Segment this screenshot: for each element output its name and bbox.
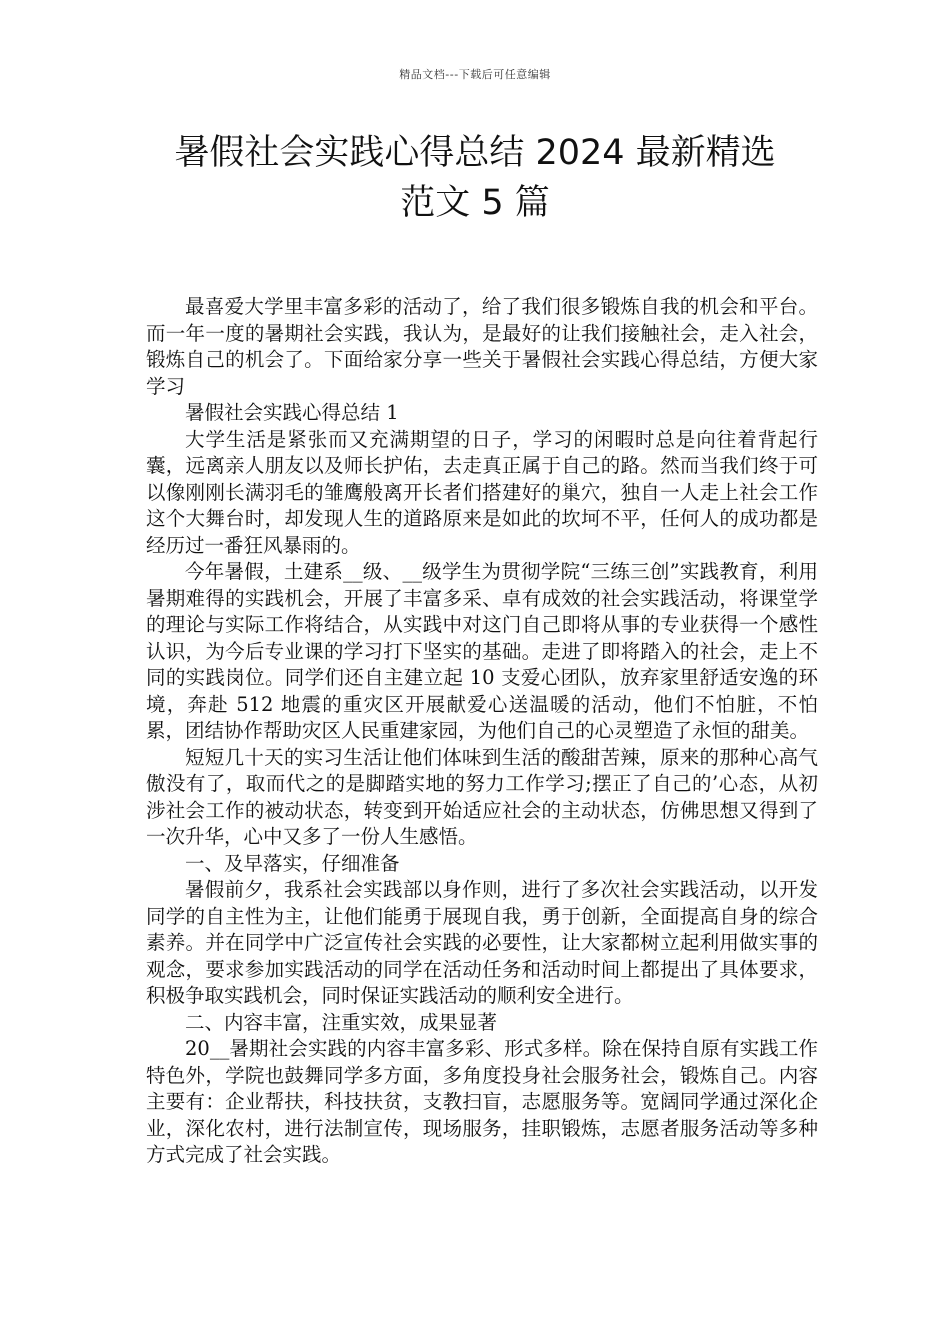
document-title-line-2: 范文 5 篇 xyxy=(400,183,550,223)
document-title xyxy=(120,128,830,228)
section-heading-content: 二、内容丰富，注重实效，成果显著 xyxy=(185,1010,498,1034)
body-paragraph: 20__暑期社会实践的内容丰富多彩、形式多样。除在保持自原有实践工作特色外，学院也鼓舞同学多方面，多角度投身社会服务社会，锻炼自己。内容主要有：企业帮扶，科技扶贫，支教扫盲，志愿服务等。宽阔同学通过深化企业，深化农村，进行法制宣传，现场服务，挂职锻炼，志愿者服务活动等多种方式完成了社会实践。 xyxy=(146,1037,818,1166)
body-paragraph: 今年暑假，土建系__级、__级学生为贯彻学院“三练三创”实践教育，利用暑期难得的实践机会，开展了丰富多采、卓有成效的社会实践活动，将课堂学的理论与实际工作将结合，从实践中对这门自己即将从事的专业获得一个感性认识，为今后专业课的学习打下坚实的基础。走进了即将踏入的社会，走上不同的实践岗位。同学们还自主建立起 10 支爱心团队，放弃家里舒适安逸的环境，奔赴 512 地震的重灾区开展献爱心送温暖的活动，他们不怕脏，不怕累，团结协作帮助灾区人民重建家园，为他们自己的心灵塑造了永恒的甜美。 xyxy=(146,560,818,742)
section-heading-summary-1: 暑假社会实践心得总结 1 xyxy=(185,401,399,424)
body-paragraph: 大学生活是紧张而又充满期望的日子，学习的闲暇时总是向往着背起行囊，远离亲人朋友以及师长护佑，去走真正属于自己的路。然而当我们终于可以像刚刚长满羽毛的雏鹰般离开长者们搭建好的巢穴，独自一人走上社会工作这个大舞台时，却发现人生的道路原来是如此的坎坷不平，任何人的成功都是经历过一番狂风暴雨的。 xyxy=(146,427,818,557)
intro-paragraph: 最喜爱大学里丰富多彩的活动了，给了我们很多锻炼自我的机会和平台。而一年一度的暑期社会实践，我认为，是最好的让我们接触社会，走入社会，锻炼自己的机会了。下面给家分享一些关于暑假社会实践心得总结，方便大家学习 xyxy=(146,295,818,398)
header-note: 精品文档---下载后可任意编辑 xyxy=(399,68,551,81)
body-paragraph: 短短几十天的实习生活让他们体味到生活的酸甜苦辣，原来的那种心高气傲没有了，取而代之的是脚踏实地的努力工作学习;摆正了自己的’心态，从初涉社会工作的被动状态，转变到开始适应社会的主动状态，仿佛思想又得到了一次升华，心中又多了一份人生感悟。 xyxy=(146,745,818,848)
document-body xyxy=(146,294,818,1169)
section-heading-preparation: 一、及早落实，仔细准备 xyxy=(185,851,400,875)
body-paragraph: 暑假前夕，我系社会实践部以身作则，进行了多次社会实践活动，以开发同学的自主性为主，让他们能勇于展现自我，勇于创新，全面提高自身的综合素养。并在同学中广泛宣传社会实践的必要性，让大家都树立起利用做实事的观念，要求参加实践活动的同学在活动任务和活动时间上都提出了具体要求，积极争取实践机会，同时保证实践活动的顺利安全进行。 xyxy=(146,878,818,1007)
document-title-line-1: 暑假社会实践心得总结 2024 最新精选 xyxy=(174,133,776,173)
